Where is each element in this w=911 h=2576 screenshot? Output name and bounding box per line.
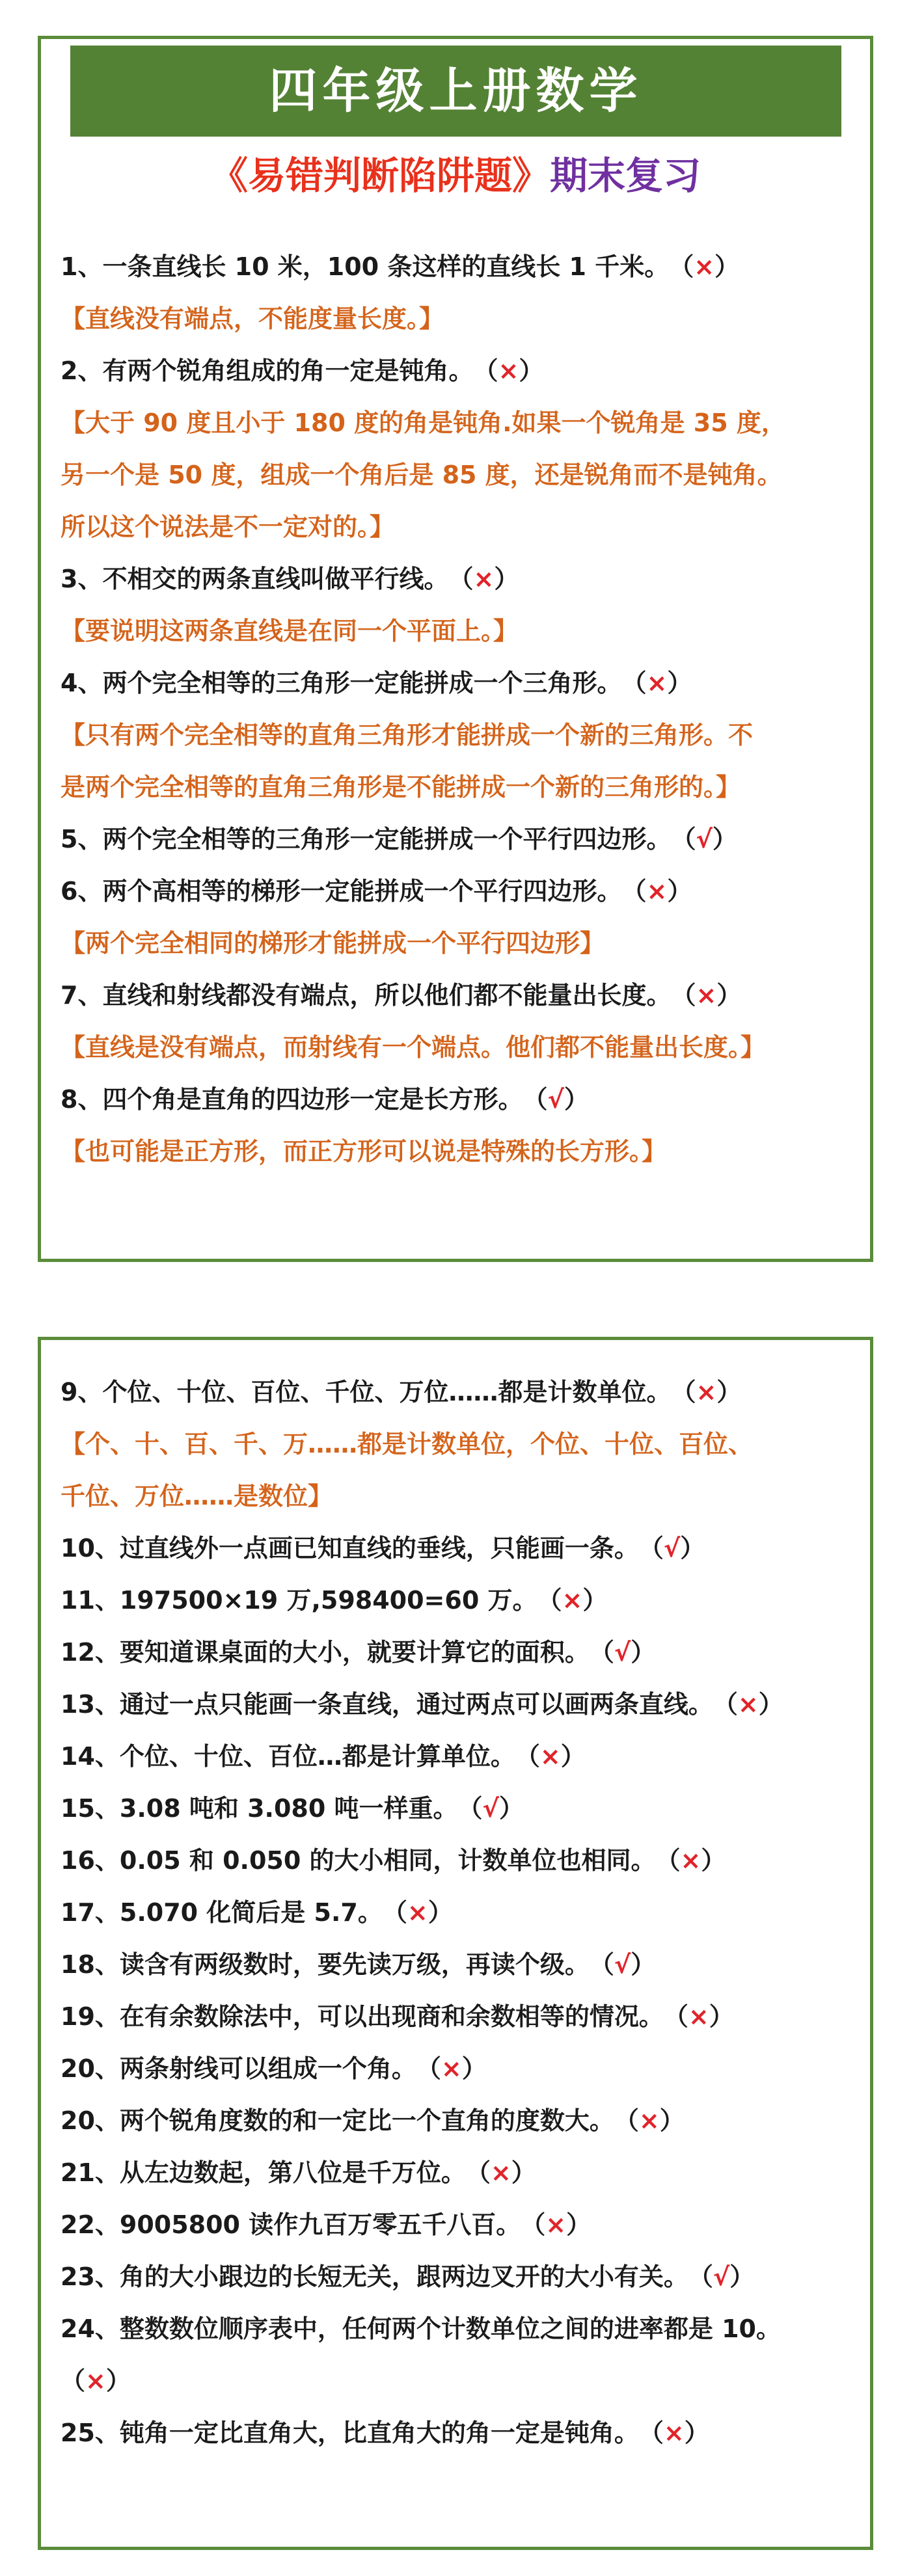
question-line [61,1678,858,1730]
question-text: 21、从左边数起，第八位是千万位。 [61,2158,466,2187]
question-list-1 [61,241,858,1177]
explanation-line [61,1021,858,1073]
question-text: 18、读含有两级数时，要先读万级，再读个级。 [61,1950,590,1979]
check-mark-icon: √ [663,1534,681,1563]
question-line [61,657,858,709]
answer-open-paren: （ [671,981,696,1010]
question-text: 25、钝角一定比直角大，比直角大的角一定是钝角。 [61,2419,639,2447]
question-text: 1、一条直线长 10 米，100 条这样的直线长 1 千米。 [61,252,670,281]
answer-close-paren: ） [560,1742,586,1771]
question-text: 10、过直线外一点画已知直线的垂线，只能画一条。 [61,1534,639,1563]
cross-mark-icon: × [407,1898,428,1927]
question-line [61,2251,858,2303]
answer-open-paren: （ [671,1378,696,1406]
explanation-text: 千位、万位……是数位】 [61,1482,333,1510]
explanation-line [61,605,858,657]
question-text: 2、有两个锐角组成的角一定是钝角。 [61,356,474,385]
question-text: 15、3.08 吨和 3.080 吨一样重。 [61,1794,458,1823]
answer-close-paren: ） [667,877,692,906]
answer-close-paren: ） [680,1534,705,1563]
question-line [61,969,858,1021]
answer-open-paren: （ [61,2367,86,2395]
answer-close-paren: ） [428,1898,453,1927]
answer-close-paren: ） [758,1690,783,1719]
answer-close-paren: ） [494,565,519,593]
explanation-text: 【直线是没有端点，而射线有一个端点。他们都不能量出长度。】 [61,1033,766,1062]
explanation-text: 另一个是 50 度，组成一个角后是 85 度，还是锐角而不是钝角。 [61,461,782,489]
answer-close-paren: ） [667,669,692,697]
question-text: 24、整数数位顺序表中，任何两个计数单位之间的进率都是 10。 [61,2314,781,2343]
question-line [61,813,858,865]
check-mark-icon: √ [614,1950,631,1979]
question-text: 6、两个高相等的梯形一定能拼成一个平行四边形。 [61,877,622,906]
panel-top [38,36,873,1262]
answer-close-paren: ） [709,2002,734,2031]
question-line [61,1886,858,1939]
question-text: 20、两条射线可以组成一个角。 [61,2054,416,2083]
cross-mark-icon: × [688,2002,709,2031]
answer-open-paren: （ [416,2054,441,2083]
question-line [61,2199,858,2251]
explanation-text: 【两个完全相同的梯形才能拼成一个平行四边形】 [61,929,605,958]
question-text: 8、四个角是直角的四边形一定是长方形。 [61,1085,523,1114]
explanation-line [61,761,858,813]
subtitle-review: 期末复习 [550,154,701,198]
question-line [61,2147,858,2199]
question-line [61,1939,858,1991]
explanation-line [61,709,858,761]
cross-mark-icon: × [539,1742,561,1771]
answer-close-paren: ） [511,2158,536,2187]
answer-open-paren: （ [638,1534,664,1563]
question-line [61,2303,858,2355]
check-mark-icon: √ [713,2262,730,2291]
cross-mark-icon: × [737,1690,759,1719]
question-line [61,1522,858,1574]
explanation-text: 是两个完全相等的直角三角形是不能拼成一个新的三角形的。】 [61,773,741,801]
cross-mark-icon: × [696,981,717,1010]
question-line [61,1730,858,1782]
answer-open-paren: （ [521,2210,546,2239]
answer-close-paren: ） [684,2419,709,2447]
answer-open-paren: （ [457,1794,483,1823]
answer-open-paren: （ [621,877,647,906]
answer-close-paren: ） [631,1638,656,1667]
question-line [61,2043,858,2095]
question-line [61,553,858,605]
explanation-text: 【个、十、百、千、万……都是计数单位，个位、十位、百位、 [61,1430,754,1458]
question-line [61,1366,858,1418]
answer-close-paren: ） [659,2106,685,2135]
question-text: 20、两个锐角度数的和一定比一个直角的度数大。 [61,2106,614,2135]
answer-open-paren: （ [638,2419,664,2447]
question-line [61,2355,858,2407]
explanation-text: 【只有两个完全相等的直角三角形才能拼成一个新的三角形。不 [61,721,754,749]
explanation-line [61,397,858,449]
question-line [61,1073,858,1125]
check-mark-icon: √ [547,1085,564,1114]
question-line [61,2095,858,2147]
explanation-line [61,917,858,969]
question-line [61,241,858,293]
question-text: 3、不相交的两条直线叫做平行线。 [61,565,449,593]
explanation-text: 【直线没有端点，不能度量长度。】 [61,304,444,333]
answer-close-paren: ） [461,2054,487,2083]
question-text: 22、9005800 读作九百万零五千八百。 [61,2210,521,2239]
explanation-line [61,1470,858,1522]
cross-mark-icon: × [696,1378,717,1406]
question-text: 11、197500×19 万,598400=60 万。 [61,1586,537,1615]
explanation-text: 【要说明这两条直线是在同一个平面上。】 [61,617,519,645]
question-text: 13、通过一点只能画一条直线，通过两点可以画两条直线。 [61,1690,713,1719]
answer-open-paren: （ [621,669,647,697]
question-text: 9、个位、十位、百位、千位、万位……都是计数单位。 [61,1378,672,1406]
question-text: 14、个位、十位、百位…都是计算单位。 [61,1742,515,1771]
question-line [61,1626,858,1678]
cross-mark-icon: × [638,2106,660,2135]
explanation-line [61,449,858,501]
question-line [61,1574,858,1626]
cross-mark-icon: × [663,2419,685,2447]
answer-open-paren: （ [589,1950,614,1979]
question-text: 5、两个完全相等的三角形一定能拼成一个平行四边形。 [61,825,672,853]
answer-close-paren: ） [498,1794,524,1823]
question-text: 17、5.070 化简后是 5.7。 [61,1898,383,1927]
cross-mark-icon: × [646,669,668,697]
question-line [61,1834,858,1886]
answer-open-paren: （ [671,825,696,853]
answer-open-paren: （ [655,1846,681,1875]
check-mark-icon: √ [696,825,713,853]
explanation-text: 【大于 90 度且小于 180 度的角是钝角.如果一个锐角是 35 度， [61,409,786,437]
answer-open-paren: （ [589,1638,614,1667]
answer-close-paren: ） [582,1586,608,1615]
answer-open-paren: （ [473,356,498,385]
cross-mark-icon: × [694,252,715,281]
page-title: 四年级上册数学 [70,46,841,137]
question-line [61,1991,858,2043]
question-line [61,1782,858,1834]
cross-mark-icon: × [473,565,495,593]
explanation-line [61,293,858,345]
answer-close-paren: ） [105,2367,131,2395]
cross-mark-icon: × [441,2054,462,2083]
answer-close-paren: ） [519,356,544,385]
answer-open-paren: （ [669,252,694,281]
cross-mark-icon: × [646,877,668,906]
cross-mark-icon: × [490,2158,511,2187]
page-subtitle [41,146,870,205]
answer-open-paren: （ [688,2262,713,2291]
explanation-line [61,1125,858,1177]
answer-open-paren: （ [382,1898,407,1927]
answer-close-paren: ） [566,2210,591,2239]
subtitle-topic: 《易错判断陷阱题》 [210,154,550,198]
question-line [61,345,858,397]
answer-close-paren: ） [714,252,740,281]
answer-open-paren: （ [448,565,474,593]
answer-close-paren: ） [716,1378,742,1406]
answer-open-paren: （ [713,1690,738,1719]
cross-mark-icon: × [498,356,519,385]
question-text: 12、要知道课桌面的大小，就要计算它的面积。 [61,1638,590,1667]
answer-close-paren: ） [712,825,737,853]
answer-open-paren: （ [614,2106,639,2135]
cross-mark-icon: × [85,2367,106,2395]
answer-close-paren: ） [701,1846,726,1875]
explanation-text: 所以这个说法是不一定对的。】 [61,513,395,541]
question-text: 16、0.05 和 0.050 的大小相同，计数单位也相同。 [61,1846,656,1875]
panel-bottom [38,1337,873,2550]
answer-open-paren: （ [515,1742,540,1771]
question-line [61,2407,858,2459]
check-mark-icon: √ [482,1794,499,1823]
explanation-line [61,1418,858,1470]
cross-mark-icon: × [562,1586,583,1615]
cross-mark-icon: × [545,2210,567,2239]
question-list-2 [61,1366,858,2459]
question-text: 19、在有余数除法中，可以出现商和余数相等的情况。 [61,2002,664,2031]
answer-open-paren: （ [523,1085,548,1114]
cross-mark-icon: × [680,1846,701,1875]
answer-close-paren: ） [716,981,742,1010]
question-line [61,865,858,917]
explanation-text: 【也可能是正方形，而正方形可以说是特殊的长方形。】 [61,1137,667,1166]
question-text: 7、直线和射线都没有端点，所以他们都不能量出长度。 [61,981,672,1010]
question-text: 4、两个完全相等的三角形一定能拼成一个三角形。 [61,669,622,697]
explanation-line [61,501,858,553]
answer-open-paren: （ [537,1586,562,1615]
answer-open-paren: （ [465,2158,491,2187]
question-text: 23、角的大小跟边的长短无关，跟两边叉开的大小有关。 [61,2262,688,2291]
answer-open-paren: （ [663,2002,688,2031]
answer-close-paren: ） [631,1950,656,1979]
answer-close-paren: ） [564,1085,589,1114]
answer-close-paren: ） [729,2262,755,2291]
check-mark-icon: √ [614,1638,631,1667]
